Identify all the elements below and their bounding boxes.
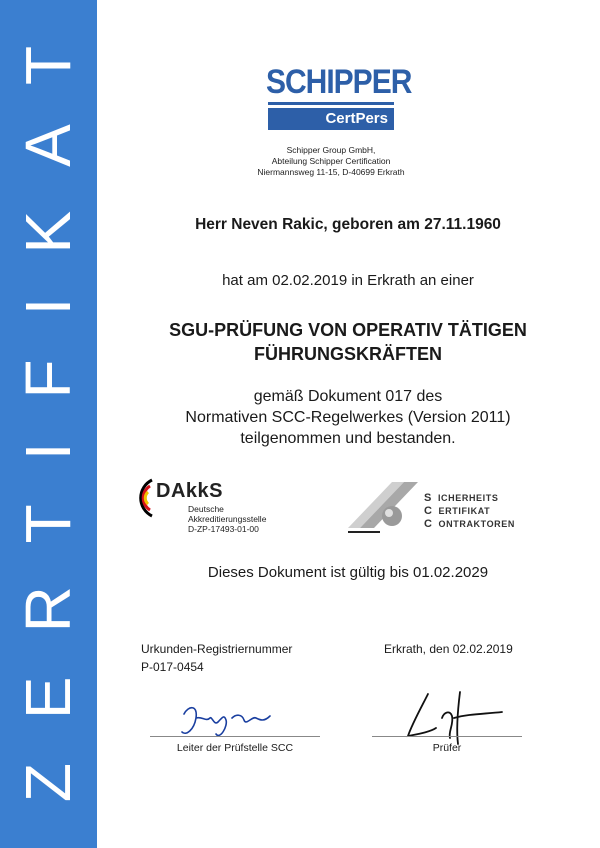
dakks-mark-icon	[128, 476, 154, 520]
scc-text	[424, 492, 515, 531]
scc-emblem-icon	[346, 478, 426, 538]
scc-line3-cap: C	[424, 518, 433, 530]
signature-line-right	[372, 736, 522, 737]
scc-logo	[346, 478, 546, 540]
basis-text	[110, 386, 586, 449]
dakks-name: DAkkS	[156, 480, 223, 502]
sidebar-band	[0, 0, 97, 848]
dakks-line2: Akkreditierungsstelle	[188, 514, 267, 524]
dakks-logo	[128, 476, 318, 538]
dakks-line1: Deutsche	[188, 504, 224, 514]
scc-line1-rest: ICHERHEITS	[437, 493, 499, 503]
signature-left-icon	[176, 696, 276, 746]
signature-label-right: Prüfer	[432, 742, 462, 754]
signature-line-left	[150, 736, 320, 737]
dakks-line3: D-ZP-17493-01-00	[188, 524, 259, 534]
exam-title	[110, 318, 586, 366]
scc-line2-cap: C	[424, 505, 433, 517]
validity-text: Dieses Dokument ist gültig bis 01.02.2029	[207, 564, 489, 581]
dakks-text	[188, 504, 266, 534]
issuer-name: Schipper Group GmbH,	[286, 145, 376, 155]
sidebar-title: ZERTIFIKAT	[12, 1, 84, 803]
basis-line1: gemäß Dokument 017 des	[253, 388, 443, 405]
registration-label: Urkunden-Registriernummer	[141, 642, 293, 656]
holder-name: Herr Neven Rakic, geboren am 27.11.1960	[195, 216, 501, 233]
basis-line3: teilgenommen und bestanden.	[240, 430, 456, 447]
exam-title-line1: SGU-PRÜFUNG VON OPERATIV TÄTIGEN	[169, 320, 527, 340]
exam-title-line2: FÜHRUNGSKRÄFTEN	[254, 344, 442, 364]
registration-number: P-017-0454	[141, 660, 204, 674]
schipper-logo	[266, 62, 412, 134]
signature-right-icon	[398, 688, 508, 748]
basis-line2: Normativen SCC-Regelwerkes (Version 2011)	[185, 409, 511, 426]
logo-sub-text: CertPers	[268, 108, 394, 130]
scc-line3-rest: ONTRAKTOREN	[438, 519, 515, 529]
participation-text: hat am 02.02.2019 in Erkrath an einer	[222, 272, 474, 289]
place-date: Erkrath, den 02.02.2019	[384, 642, 513, 656]
issuer-street: Niermannsweg 11-15, D-40699 Erkrath	[257, 167, 405, 177]
logo-rule	[268, 102, 394, 105]
signature-label-left: Leiter der Prüfstelle SCC	[176, 742, 294, 754]
issuer-address	[200, 145, 462, 178]
issuer-dept: Abteilung Schipper Certification	[271, 156, 391, 166]
scc-line2-rest: ERTIFIKAT	[438, 506, 491, 516]
scc-line1-cap: S	[424, 492, 432, 504]
logo-brand-text: SCHIPPER	[266, 62, 412, 101]
